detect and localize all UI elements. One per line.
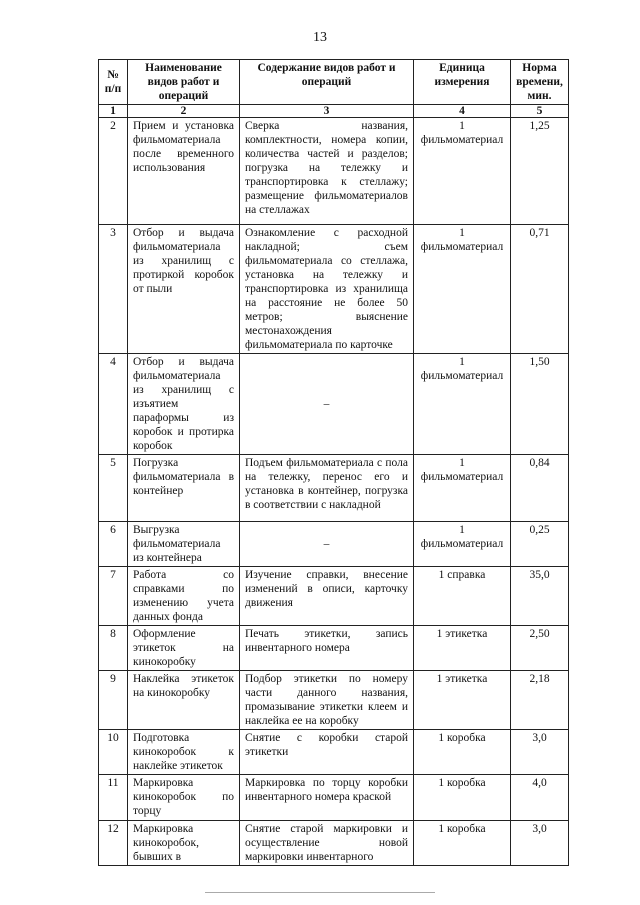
work-content: Снятие старой маркировки и осуществление новой маркировки инвентарного [240,821,414,866]
work-content: Изучение справки, внесение изменений в описи, карточку движения [240,567,414,626]
unit-cell: 1 фильмоматериал [414,455,511,522]
unit-cell: 1 фильмоматериал [414,354,511,455]
header-unit: Единица измерения [414,60,511,105]
table-row [99,522,569,567]
table-row [99,225,569,354]
row-number: 3 [99,225,128,354]
work-name: Маркировка кинокоробок по торцу [128,775,240,821]
unit-cell: 1 коробка [414,821,511,866]
row-number: 9 [99,671,128,730]
work-name: Подготовка кинокоробок к наклейке этикеток [128,730,240,775]
table-body [99,118,569,866]
row-number: 5 [99,455,128,522]
index-cell: 3 [240,105,414,118]
row-number: 6 [99,522,128,567]
table-row [99,730,569,775]
header-content: Содержание видов работ и операций [240,60,414,105]
work-name: Отбор и выдача фильмоматериала из хранилищ с изъятием параформы из коробок и протирка коробок [128,354,240,455]
page-number: 13 [313,30,327,45]
unit-cell: 1 фильмоматериал [414,522,511,567]
work-content: Сверка названия, комплектности, номера копии, количества частей и разделов; погрузка на тележку и транспортировка к стеллажу; размещение фильмоматериалов на стеллажах [240,118,414,225]
table-row [99,455,569,522]
work-name: Выгрузка фильмоматериала из контейнера [128,522,240,567]
table-row [99,775,569,821]
norm-cell: 2,18 [511,671,569,730]
table-row [99,354,569,455]
unit-cell: 1 этикетка [414,626,511,671]
table-row [99,567,569,626]
work-content: – [240,354,414,455]
work-content: Ознакомление с расходной накладной; съем фильмоматериала со стеллажа, установка на тележку и транспортировка из хранилища на расстояние не более 50 метров; выяснение местонахождения фильмоматериала по карточке [240,225,414,354]
norm-cell: 2,50 [511,626,569,671]
work-name: Оформление этикеток на кинокоробку [128,626,240,671]
norm-cell: 0,25 [511,522,569,567]
work-content: Подъем фильмоматериала с пола на тележку, перенос его и установка в контейнер, погрузка в соответствии с накладной [240,455,414,522]
unit-cell: 1 коробка [414,775,511,821]
norm-cell: 35,0 [511,567,569,626]
table-row [99,118,569,225]
unit-cell: 1 справка [414,567,511,626]
unit-cell: 1 фильмоматериал [414,118,511,225]
work-norms-table [98,59,569,866]
unit-cell: 1 этикетка [414,671,511,730]
table-row [99,671,569,730]
work-name: Отбор и выдача фильмоматериала из хранилищ с протиркой коробок от пыли [128,225,240,354]
row-number: 4 [99,354,128,455]
row-number: 10 [99,730,128,775]
work-name: Наклейка этикеток на кинокоробку [128,671,240,730]
index-cell: 4 [414,105,511,118]
work-name: Прием и установка фильмоматериала после временного использования [128,118,240,225]
norm-cell: 0,71 [511,225,569,354]
work-name: Маркировка кинокоробок, бывших в [128,821,240,866]
header-num: № п/п [99,60,128,105]
work-name: Погрузка фильмоматериала в контейнер [128,455,240,522]
norm-cell: 1,25 [511,118,569,225]
norm-cell: 3,0 [511,730,569,775]
norm-cell: 3,0 [511,821,569,866]
row-number: 7 [99,567,128,626]
work-content: – [240,522,414,567]
column-index-row [99,105,569,118]
header-name: Наименование видов работ и операций [128,60,240,105]
header-norm: Норма времени, мин. [511,60,569,105]
norm-cell: 4,0 [511,775,569,821]
work-content: Маркировка по торцу коробки инвентарного номера краской [240,775,414,821]
header-row [99,60,569,105]
norm-cell: 0,84 [511,455,569,522]
row-number: 8 [99,626,128,671]
index-cell: 5 [511,105,569,118]
work-name: Работа со справками по изменению учета данных фонда [128,567,240,626]
index-cell: 2 [128,105,240,118]
norm-cell: 1,50 [511,354,569,455]
work-content: Печать этикетки, запись инвентарного номера [240,626,414,671]
work-content: Подбор этикетки по номеру части данного названия, промазывание этикетки клеем и наклейка ее на коробку [240,671,414,730]
unit-cell: 1 коробка [414,730,511,775]
bottom-rule [205,892,435,893]
row-number: 2 [99,118,128,225]
index-cell: 1 [99,105,128,118]
row-number: 12 [99,821,128,866]
table-row [99,626,569,671]
work-content: Снятие с коробки старой этикетки [240,730,414,775]
unit-cell: 1 фильмоматериал [414,225,511,354]
row-number: 11 [99,775,128,821]
table-row [99,821,569,866]
